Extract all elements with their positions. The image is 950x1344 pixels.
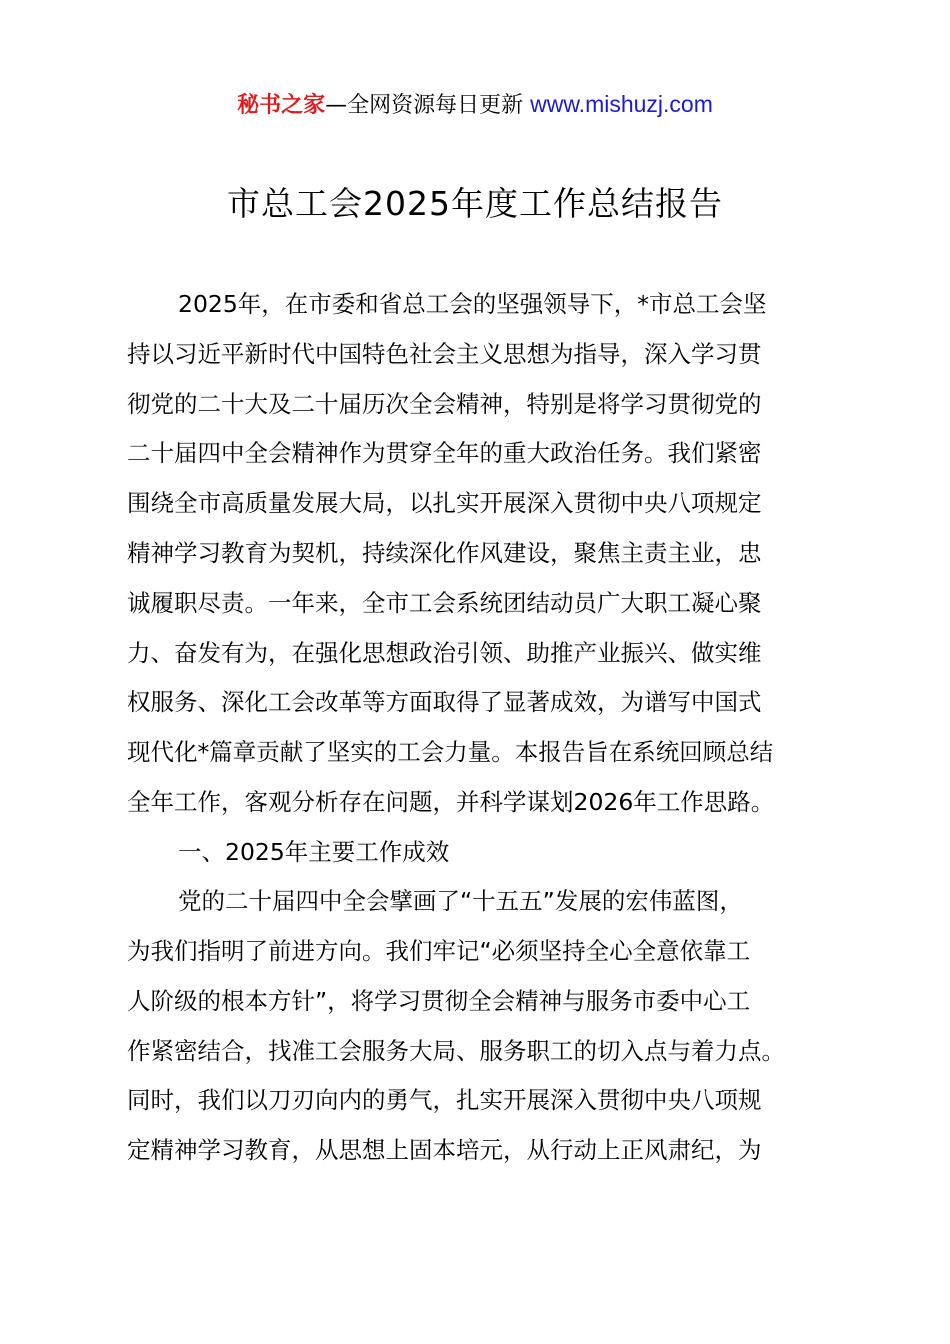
site-tagline: —全网资源每日更新 xyxy=(325,93,531,118)
body-line: 现代化*篇章贡献了坚实的工会力量。本报告旨在系统回顾总结 xyxy=(127,738,774,766)
body-line: 2025年，在市委和省总工会的坚强领导下，*市总工会坚 xyxy=(178,290,767,318)
site-url-link[interactable]: www.mishuzj.com xyxy=(530,91,713,117)
document-title: 市总工会2025年度工作总结报告 xyxy=(227,184,723,223)
body-line: 人阶级的根本方针”，将学习贯彻全会精神与服务市委中心工 xyxy=(127,987,751,1015)
body-line: 二十届四中全会精神作为贯穿全年的重大政治任务。我们紧密 xyxy=(127,439,762,467)
body-line: 力、奋发有为，在强化思想政治引领、助推产业振兴、做实维 xyxy=(127,639,762,667)
body-line: 全年工作，客观分析存在问题，并科学谋划2026年工作思路。 xyxy=(127,788,775,816)
site-brand: 秘书之家 xyxy=(237,93,326,118)
body-line: 为我们指明了前进方向。我们牢记“必须坚持全心全意依靠工 xyxy=(127,937,751,965)
body-line: 同时，我们以刀刃向内的勇气，扎实开展深入贯彻中央八项规 xyxy=(127,1086,762,1114)
section-heading: 一、2025年主要工作成效 xyxy=(178,838,450,866)
body-line: 围绕全市高质量发展大局，以扎实开展深入贯彻中央八项规定 xyxy=(127,489,762,517)
body-line: 诚履职尽责。一年来，全市工会系统团结动员广大职工凝心聚 xyxy=(127,589,762,617)
site-header xyxy=(0,88,950,122)
body-line: 党的二十届四中全会擘画了“十五五”发展的宏伟蓝图， xyxy=(178,887,743,915)
body-line: 作紧密结合，找准工会服务大局、服务职工的切入点与着力点。 xyxy=(127,1037,785,1065)
body-line: 持以习近平新时代中国特色社会主义思想为指导，深入学习贯 xyxy=(127,340,762,368)
body-line: 权服务、深化工会改革等方面取得了显著成效，为谱写中国式 xyxy=(127,688,762,716)
body-line: 精神学习教育为契机，持续深化作风建设，聚焦主责主业，忠 xyxy=(127,539,762,567)
body-line: 定精神学习教育，从思想上固本培元，从行动上正风肃纪，为 xyxy=(127,1136,762,1164)
body-line: 彻党的二十大及二十届历次全会精神，特别是将学习贯彻党的 xyxy=(127,390,762,418)
